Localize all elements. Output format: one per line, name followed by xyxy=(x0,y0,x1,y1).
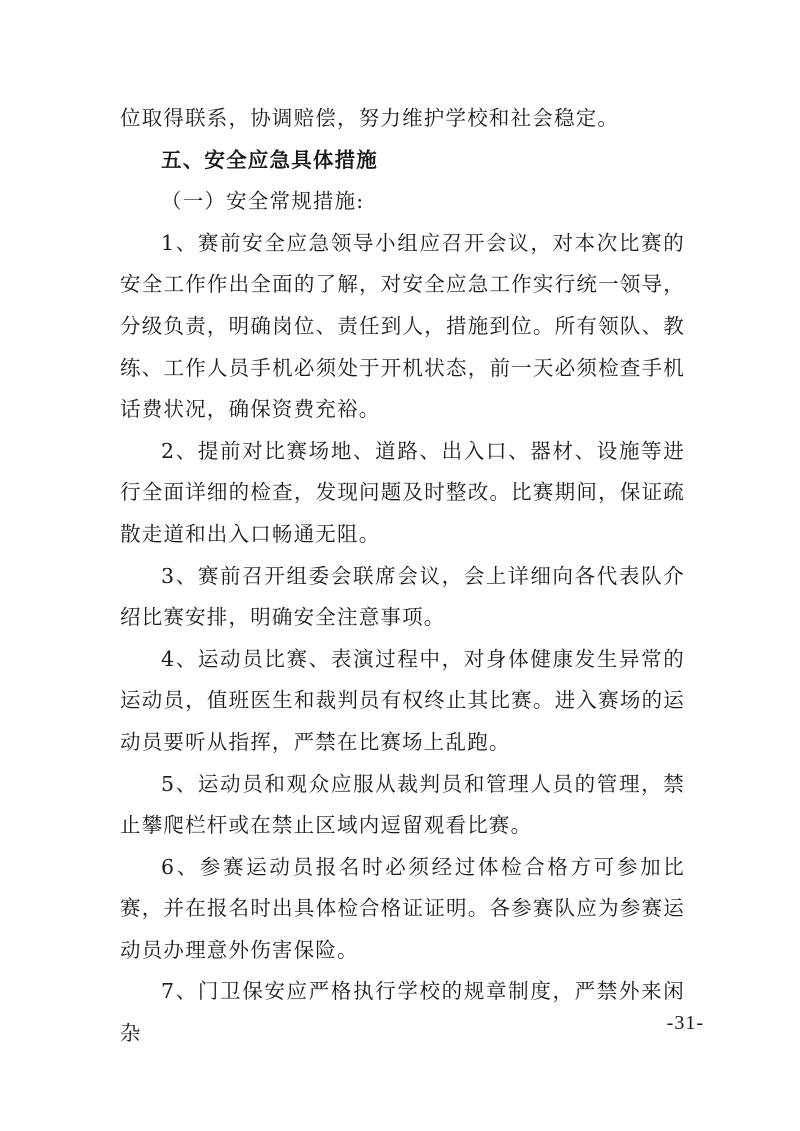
page-number: -31- xyxy=(666,1012,704,1034)
section-heading: 五、安全应急具体措施 xyxy=(161,147,378,172)
subsection-heading: （一）安全常规措施: xyxy=(161,189,365,214)
continuation-paragraph: 位取得联系，协调赔偿，努力维护学校和社会稳定。 xyxy=(120,106,620,130)
list-item-3: 3、赛前召开组委会联席会议，会上详细向各代表队介绍比赛安排，明确安全注意事项。 xyxy=(120,563,685,630)
list-item-4: 4、运动员比赛、表演过程中，对身体健康发生异常的运动员，值班医生和裁判员有权终止其比赛。进入赛场的运动员要听从指挥，严禁在比赛场上乱跑。 xyxy=(120,646,685,754)
list-item-6: 6、参赛运动员报名时必须经过体检合格方可参加比赛，并在报名时出具体检合格证证明。各参赛队应为参赛运动员办理意外伤害保险。 xyxy=(120,854,685,962)
list-item-7: 7、门卫保安应严格执行学校的规章制度，严禁外来闲杂 xyxy=(120,979,685,1046)
list-item-2: 2、提前对比赛场地、道路、出入口、器材、设施等进行全面详细的检查，发现问题及时整改。比赛期间，保证疏散走道和出入口畅通无阻。 xyxy=(120,438,685,546)
list-item-1: 1、赛前安全应急领导小组应召开会议，对本次比赛的安全工作作出全面的了解，对安全应急工作实行统一领导，分级负责，明确岗位、责任到人，措施到位。所有领队、教练、工作人员手机必须处于开机状态，前一天必须检查手机话费状况，确保资费充裕。 xyxy=(120,230,685,422)
list-item-5: 5、运动员和观众应服从裁判员和管理人员的管理，禁止攀爬栏杆或在禁止区域内逗留观看比赛。 xyxy=(120,771,685,838)
document-body xyxy=(120,98,685,1055)
